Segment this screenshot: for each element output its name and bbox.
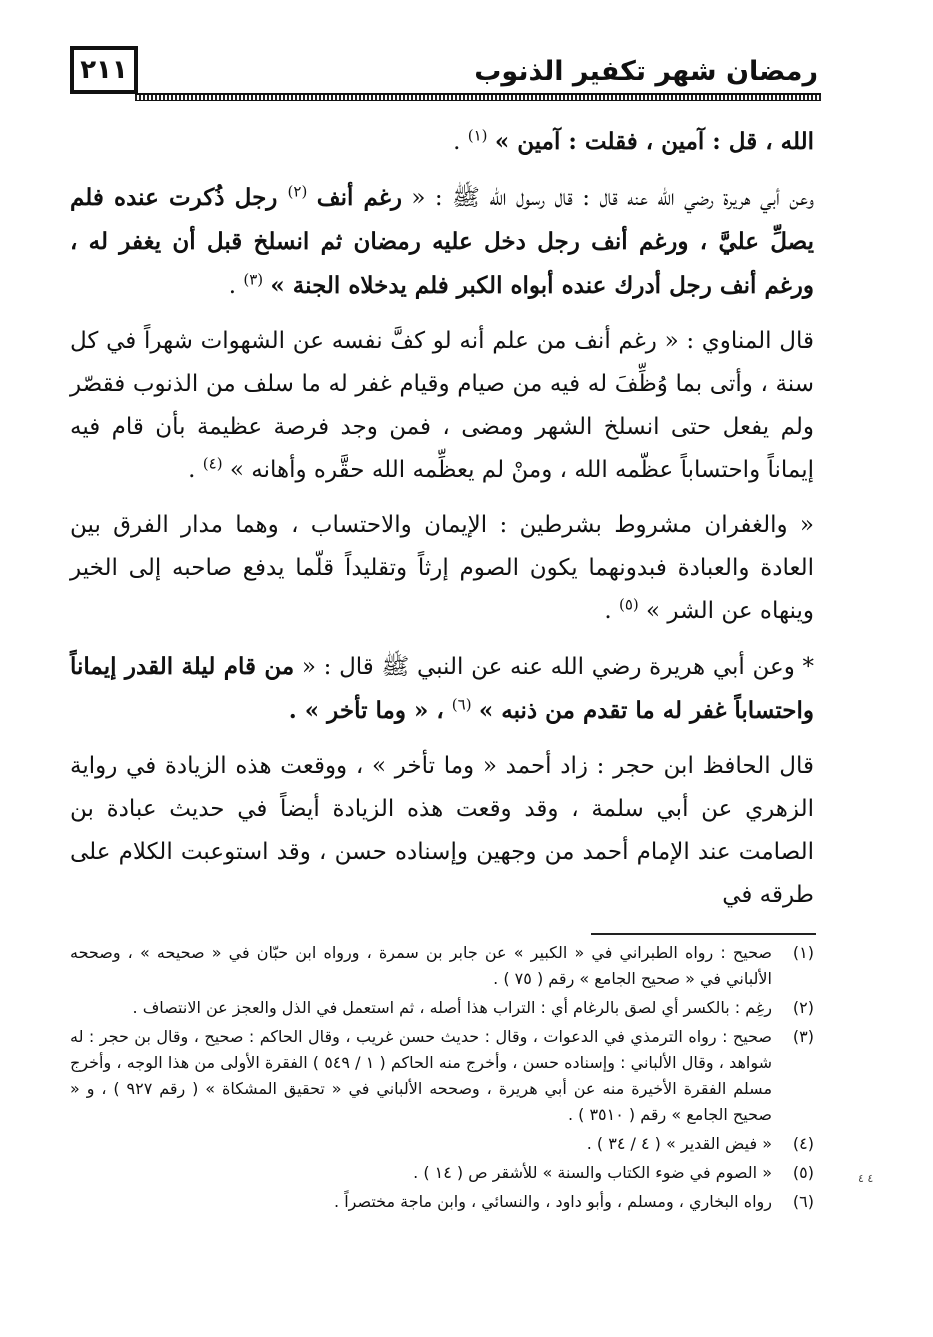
forgiveness-quote: « والغفران مشروط بشرطين : الإيمان والاحتساب ، وهما مدار الفرق بين العادة والعبادة فبدونهما يكون الصوم إرثاً وتقليداً قلّما يدفع صاحبه إلى الخير وينهاه عن الشر » (70, 512, 814, 624)
footnote-separator (591, 933, 816, 935)
paragraph-6 (70, 745, 814, 917)
footnote-ref-5[interactable]: (٥) (618, 595, 639, 614)
footnote-number: (٤) (792, 1134, 814, 1153)
footnote-text: رواه البخاري ، ومسلم ، وأبو داود ، والنسائي ، وابن ماجة مختصراً . (334, 1192, 772, 1211)
page-number: ٢١١ (70, 46, 138, 94)
paragraph-tail: . (228, 273, 244, 299)
footnote-text: رغِم : بالكسر أي لصق بالرغام أي : التراب هذا أصله ، ثم استعمل في الذل والعجز عن الانتصاف . (132, 998, 772, 1017)
narration-intro: وعن أبي هريرة رضي الله عنه قال : قال رسول الله ﷺ : « (401, 185, 815, 211)
footnote-item (70, 1160, 814, 1186)
hadith-text: من قام ليلة القدر إيماناً واحتساباً غفر له ما تقدم من ذنبه » (70, 653, 814, 724)
paragraph-5 (70, 645, 814, 733)
header-rule (135, 93, 821, 101)
hadith-text-continued: رجل ذُكرت عنده فلم يصلِّ عليَّ ، ورغم أنف رجل دخل عليه رمضان ثم انسلخ قبل أن يغفر له ، ورغم أنف رجل أدرك عنده أبواه الكبر فلم يدخلاه الجنة » (70, 184, 814, 299)
footnote-text: صحيح : رواه الترمذي في الدعوات ، وقال : حديث حسن غريب ، وقال الحاكم : صحيح ، وقال بن حجر : له شواهد ، وقال الألباني : وإسناده حسن ، وأخرج منه الحاكم ( ١ / ٥٤٩ ) الفقرة الأولى من هذا الوجه ، وأخرج مسلم الفقرة الأخيرة منه عن أبي هريرة ، وصححه الألباني في « تحقيق المشكاة » ( رقم ٩٢٧ ) ، و « صحيح الجامع » رقم ( ٣٥١٠ ) . (70, 1027, 773, 1124)
running-title: رمضان شهر تكفير الذنوب (474, 56, 818, 87)
paragraph-tail: . (604, 598, 619, 624)
paragraph-3 (70, 320, 814, 492)
body-text (70, 120, 814, 917)
footnote-number: (٣) (792, 1027, 814, 1046)
footnote-item (70, 995, 814, 1021)
paragraph-2 (70, 176, 814, 308)
footnote-number: (٢) (792, 998, 814, 1017)
footnote-item (70, 1189, 814, 1215)
paragraph-tail: . (188, 457, 203, 483)
munawi-quote: قال المناوي : « رغم أنف من علم أنه لو كفَّ نفسه عن الشهوات شهراً في كل سنة ، وأتى بما وُظِّفَ له فيه من صيام وقيام غفر له ما سلف من الذنوب فقصّر ولم يفعل حتى انسلخ الشهر ومضى ، فمن وجد فرصة عظيمة بأن قام فيه إيماناً واحتساباً عظّمه الله ، ومنْ لم يعظِّمه الله حقَّره وأهانه » (70, 328, 814, 483)
hadith-ending: الله ، قل : آمين ، فقلت : آمين » (494, 128, 814, 155)
hadith-text: رغم أنف (316, 184, 402, 211)
ibn-hajar-commentary: قال الحافظ ابن حجر : زاد أحمد « وما تأخر » ، ووقعت هذه الزيادة في رواية الزهري عن أبي سلمة ، وقد وقعت هذه الزيادة أيضاً في حديث عبادة بن الصامت عند الإمام أحمد من وجهين وإسناده حسن ، وقد استوعبت الكلام على طرقه في (70, 753, 814, 908)
footnote-item (70, 940, 814, 992)
footnote-ref-4[interactable]: (٤) (202, 454, 223, 473)
footnote-number: (٦) (792, 1192, 814, 1211)
footnote-number: (٥) (792, 1163, 814, 1182)
paragraph-1 (70, 120, 814, 164)
footnote-ref-1[interactable]: (١) (467, 126, 488, 145)
footnote-ref-6[interactable]: (٦) (451, 695, 472, 714)
footnote-text: صحيح : رواه الطبراني في « الكبير » عن جابر بن سمرة ، ورواه ابن حبّان في « صحيحه » ، وصححه الألباني في « صحيح الجامع » رقم ( ٧٥ ) . (70, 943, 772, 988)
footnotes (70, 940, 814, 1218)
footnote-number: (١) (792, 943, 814, 962)
margin-mark: ٤ ٤ (858, 1172, 874, 1185)
footnote-item (70, 1131, 814, 1157)
paragraph-4 (70, 504, 814, 633)
footnote-ref-2[interactable]: (٢) (287, 182, 308, 201)
footnote-item (70, 1024, 814, 1128)
footnote-text: « فيض القدير » ( ٤ / ٣٤ ) . (586, 1134, 772, 1153)
paragraph-tail: . (453, 129, 468, 155)
narration-intro: * وعن أبي هريرة رضي الله عنه عن النبي ﷺ قال : « (294, 654, 814, 680)
footnote-text: « الصوم في ضوء الكتاب والسنة » للأشقر ص ( ١٤ ) . (413, 1163, 772, 1182)
footnote-ref-3[interactable]: (٣) (243, 270, 264, 289)
hadith-addition: ، « وما تأخر » . (288, 697, 452, 724)
